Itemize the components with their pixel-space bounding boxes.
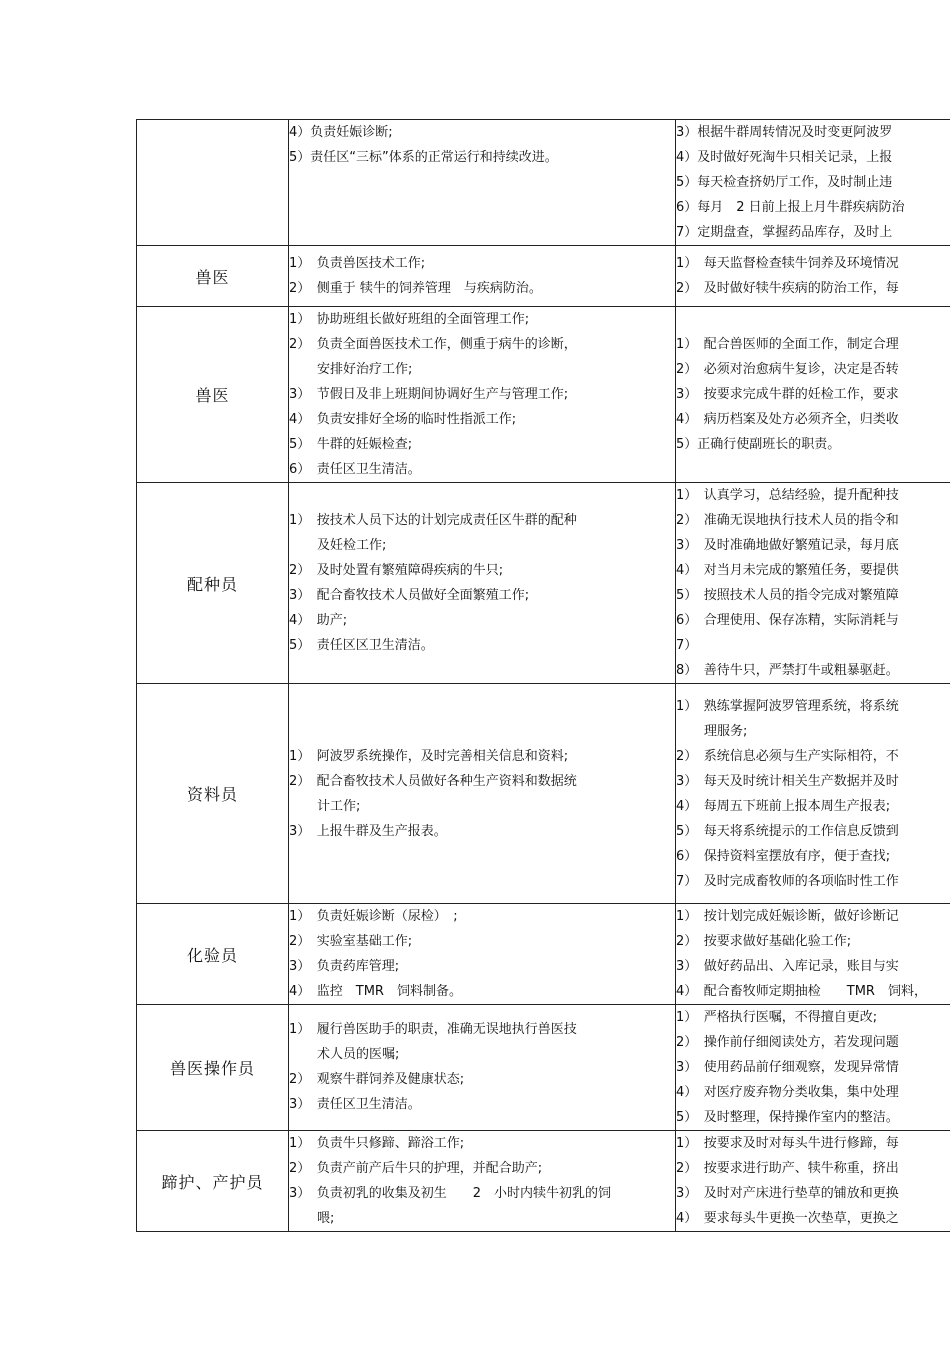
- standard-line: 6） 合理使用、保存冻精，实际消耗与: [676, 613, 899, 628]
- duty-line: 1） 负责妊娠诊断（尿检） ;: [289, 909, 458, 924]
- standard-line: 5）每天检查挤奶厅工作，及时制止违: [676, 175, 893, 190]
- table-row-vet-general: [137, 307, 950, 483]
- duty-cell: [289, 120, 676, 246]
- duty-line: 2） 负责产前产后牛只的护理，并配合助产;: [289, 1161, 543, 1176]
- duty-cell: [289, 307, 676, 483]
- duty-line: 4） 监控 TMR 饲料制备。: [289, 984, 462, 999]
- duty-line: 2） 观察牛群饲养及健康状态;: [289, 1072, 465, 1087]
- standard-line: 2） 按要求进行助产、犊牛称重，挤出: [676, 1161, 899, 1176]
- standard-line: 3）根据牛群周转情况及时变更阿波罗: [676, 125, 893, 140]
- duty-cell: [289, 246, 676, 307]
- standard-line: 3） 使用药品前仔细观察，发现异常情: [676, 1060, 899, 1075]
- standard-line: 2） 及时做好犊牛疾病的防治工作，每: [676, 281, 899, 296]
- duty-line: 3） 节假日及非上班期间协调好生产与管理工作;: [289, 387, 569, 402]
- duty-cell: [289, 904, 676, 1005]
- standard-line: 5） 及时整理，保持操作室内的整洁。: [676, 1110, 899, 1125]
- duty-line: 计工作;: [317, 798, 361, 814]
- standard-cell: [676, 120, 950, 246]
- duty-line: 3） 责任区卫生清洁。: [289, 1097, 421, 1112]
- duty-line: 1） 按技术人员下达的计划完成责任区牛群的配种: [289, 513, 577, 528]
- standard-line: 4） 每周五下班前上报本周生产报表;: [676, 798, 891, 814]
- duty-line: 5）责任区“三标”体系的正常运行和持续改进。: [289, 150, 558, 165]
- duty-line: 5） 责任区区卫生清洁。: [289, 638, 434, 653]
- standard-line: 6）每月 2 日前上报上月牛群疾病防治: [676, 200, 905, 215]
- duty-line: 6） 责任区卫生清洁。: [289, 462, 421, 477]
- duty-line: 2） 实验室基础工作;: [289, 934, 413, 949]
- duty-line: 3） 上报牛群及生产报表。: [289, 823, 447, 839]
- standard-cell: [676, 1005, 950, 1131]
- duty-table: [136, 119, 950, 1232]
- standard-line: 4）及时做好死淘牛只相关记录，上报: [676, 150, 893, 165]
- table-row-hoof-maternity-care: [137, 1131, 950, 1232]
- standard-cell: [676, 246, 950, 307]
- standard-line: 2） 操作前仔细阅读处方，若发现问题: [676, 1035, 899, 1050]
- duty-line: 喂;: [317, 1211, 335, 1226]
- standard-line: 2） 必须对治愈病牛复诊，决定是否转: [676, 362, 899, 377]
- duty-line: 1） 阿波罗系统操作，及时完善相关信息和资料;: [289, 748, 569, 764]
- role-cell: 兽医: [137, 307, 289, 483]
- standard-line: 4） 对医疗废弃物分类收集，集中处理: [676, 1085, 899, 1100]
- duty-line: 安排好治疗工作;: [317, 362, 413, 377]
- role-cell: 化验员: [137, 904, 289, 1005]
- standard-line: 2） 准确无误地执行技术人员的指令和: [676, 513, 899, 528]
- duty-cell: [289, 1005, 676, 1131]
- duty-cell: [289, 483, 676, 684]
- duty-cell: [289, 684, 676, 904]
- standard-line: 3） 及时对产床进行垫草的铺放和更换: [676, 1186, 899, 1201]
- duty-line: 术人员的医嘱;: [317, 1047, 400, 1062]
- table-row-vet-calf: [137, 246, 950, 307]
- duty-line: 2） 及时处置有繁殖障碍疾病的牛只;: [289, 563, 504, 578]
- table-row-vet-operator: [137, 1005, 950, 1131]
- duty-line: 1） 履行兽医助手的职责，准确无误地执行兽医技: [289, 1022, 577, 1037]
- duty-cell: [289, 1131, 676, 1232]
- role-cell: 兽医操作员: [137, 1005, 289, 1131]
- duty-line: 4）负责妊娠诊断;: [289, 125, 393, 140]
- standard-cell: [676, 904, 950, 1005]
- role-cell: 资料员: [137, 684, 289, 904]
- standard-line: 1） 按计划完成妊娠诊断，做好诊断记: [676, 909, 899, 924]
- duty-line: 5） 牛群的妊娠检查;: [289, 437, 413, 452]
- standard-line: 1） 按要求及时对每头牛进行修蹄，每: [676, 1136, 899, 1151]
- duty-line: 4） 助产;: [289, 613, 348, 628]
- standard-cell: [676, 307, 950, 483]
- standard-line: 7） 及时完成畜牧师的各项临时性工作: [676, 873, 899, 889]
- table-row-breeder: [137, 483, 950, 684]
- standard-line: 1） 严格执行医嘱，不得擅自更改;: [676, 1010, 878, 1025]
- standard-line: 8） 善待牛只，严禁打牛或粗暴驱赶。: [676, 663, 899, 678]
- standard-line: 4） 对当月未完成的繁殖任务，要提供: [676, 563, 899, 578]
- standard-line: 5）正确行使副班长的职责。: [676, 437, 841, 452]
- standard-line: 3） 每天及时统计相关生产数据并及时: [676, 773, 899, 789]
- standard-line: 理服务;: [704, 723, 748, 739]
- standard-line: 6） 保持资料室摆放有序，便于查找;: [676, 848, 891, 864]
- standard-line: 5） 每天将系统提示的工作信息反馈到: [676, 823, 899, 839]
- role-cell: 兽医: [137, 246, 289, 307]
- standard-cell: [676, 1131, 950, 1232]
- standard-line: 3） 做好药品出、入库记录，账目与实: [676, 959, 899, 974]
- duty-line: 3） 负责药库管理;: [289, 959, 400, 974]
- standard-line: 4） 配合畜牧师定期抽检 TMR 饲料，: [676, 984, 927, 999]
- duty-line: 及妊检工作;: [317, 538, 387, 553]
- standard-line: 1） 每天监督检查犊牛饲养及环境情况: [676, 256, 899, 271]
- duty-line: 1） 协助班组长做好班组的全面管理工作;: [289, 312, 530, 327]
- standard-cell: [676, 684, 950, 904]
- duty-line: 4） 负责安排好全场的临时性指派工作;: [289, 412, 517, 427]
- duty-line: 2） 负责全面兽医技术工作，侧重于病牛的诊断，: [289, 337, 577, 352]
- standard-line: 4） 要求每头牛更换一次垫草，更换之: [676, 1211, 899, 1226]
- standard-line: 1） 认真学习，总结经验，提升配种技: [676, 488, 899, 503]
- standard-line: 1） 配合兽医师的全面工作，制定合理: [676, 337, 899, 352]
- standard-line: 4） 病历档案及处方必须齐全，归类收: [676, 412, 899, 427]
- duty-line: 2） 侧重于 犊牛的饲养管理 与疾病防治。: [289, 281, 542, 296]
- table-row-continued: [137, 120, 950, 246]
- duty-line: 2） 配合畜牧技术人员做好各种生产资料和数据统: [289, 773, 577, 789]
- duty-line: 3） 负责初乳的收集及初生 2 小时内犊牛初乳的饲: [289, 1186, 612, 1201]
- standard-cell: [676, 483, 950, 684]
- role-cell: 配种员: [137, 483, 289, 684]
- role-cell: [137, 120, 289, 246]
- duty-line: 1） 负责兽医技术工作;: [289, 256, 426, 271]
- standard-line: 7）: [676, 638, 698, 653]
- standard-line: 3） 及时准确地做好繁殖记录，每月底: [676, 538, 899, 553]
- duty-line: 3） 配合畜牧技术人员做好全面繁殖工作;: [289, 588, 530, 603]
- table-row-lab-tech: [137, 904, 950, 1005]
- standard-line: 3） 按要求完成牛群的妊检工作，要求: [676, 387, 899, 402]
- standard-line: 2） 系统信息必须与生产实际相符，不: [676, 748, 899, 764]
- standard-line: 7）定期盘查，掌握药品库存，及时上: [676, 225, 893, 240]
- duty-line: 1） 负责牛只修蹄、蹄浴工作;: [289, 1136, 465, 1151]
- standard-line: 2） 按要求做好基础化验工作;: [676, 934, 852, 949]
- role-cell: 蹄护、产护员: [137, 1131, 289, 1232]
- standard-line: 1） 熟练掌握阿波罗管理系统，将系统: [676, 698, 899, 714]
- standard-line: 5） 按照技术人员的指令完成对繁殖障: [676, 588, 899, 603]
- table-row-records-clerk: [137, 684, 950, 904]
